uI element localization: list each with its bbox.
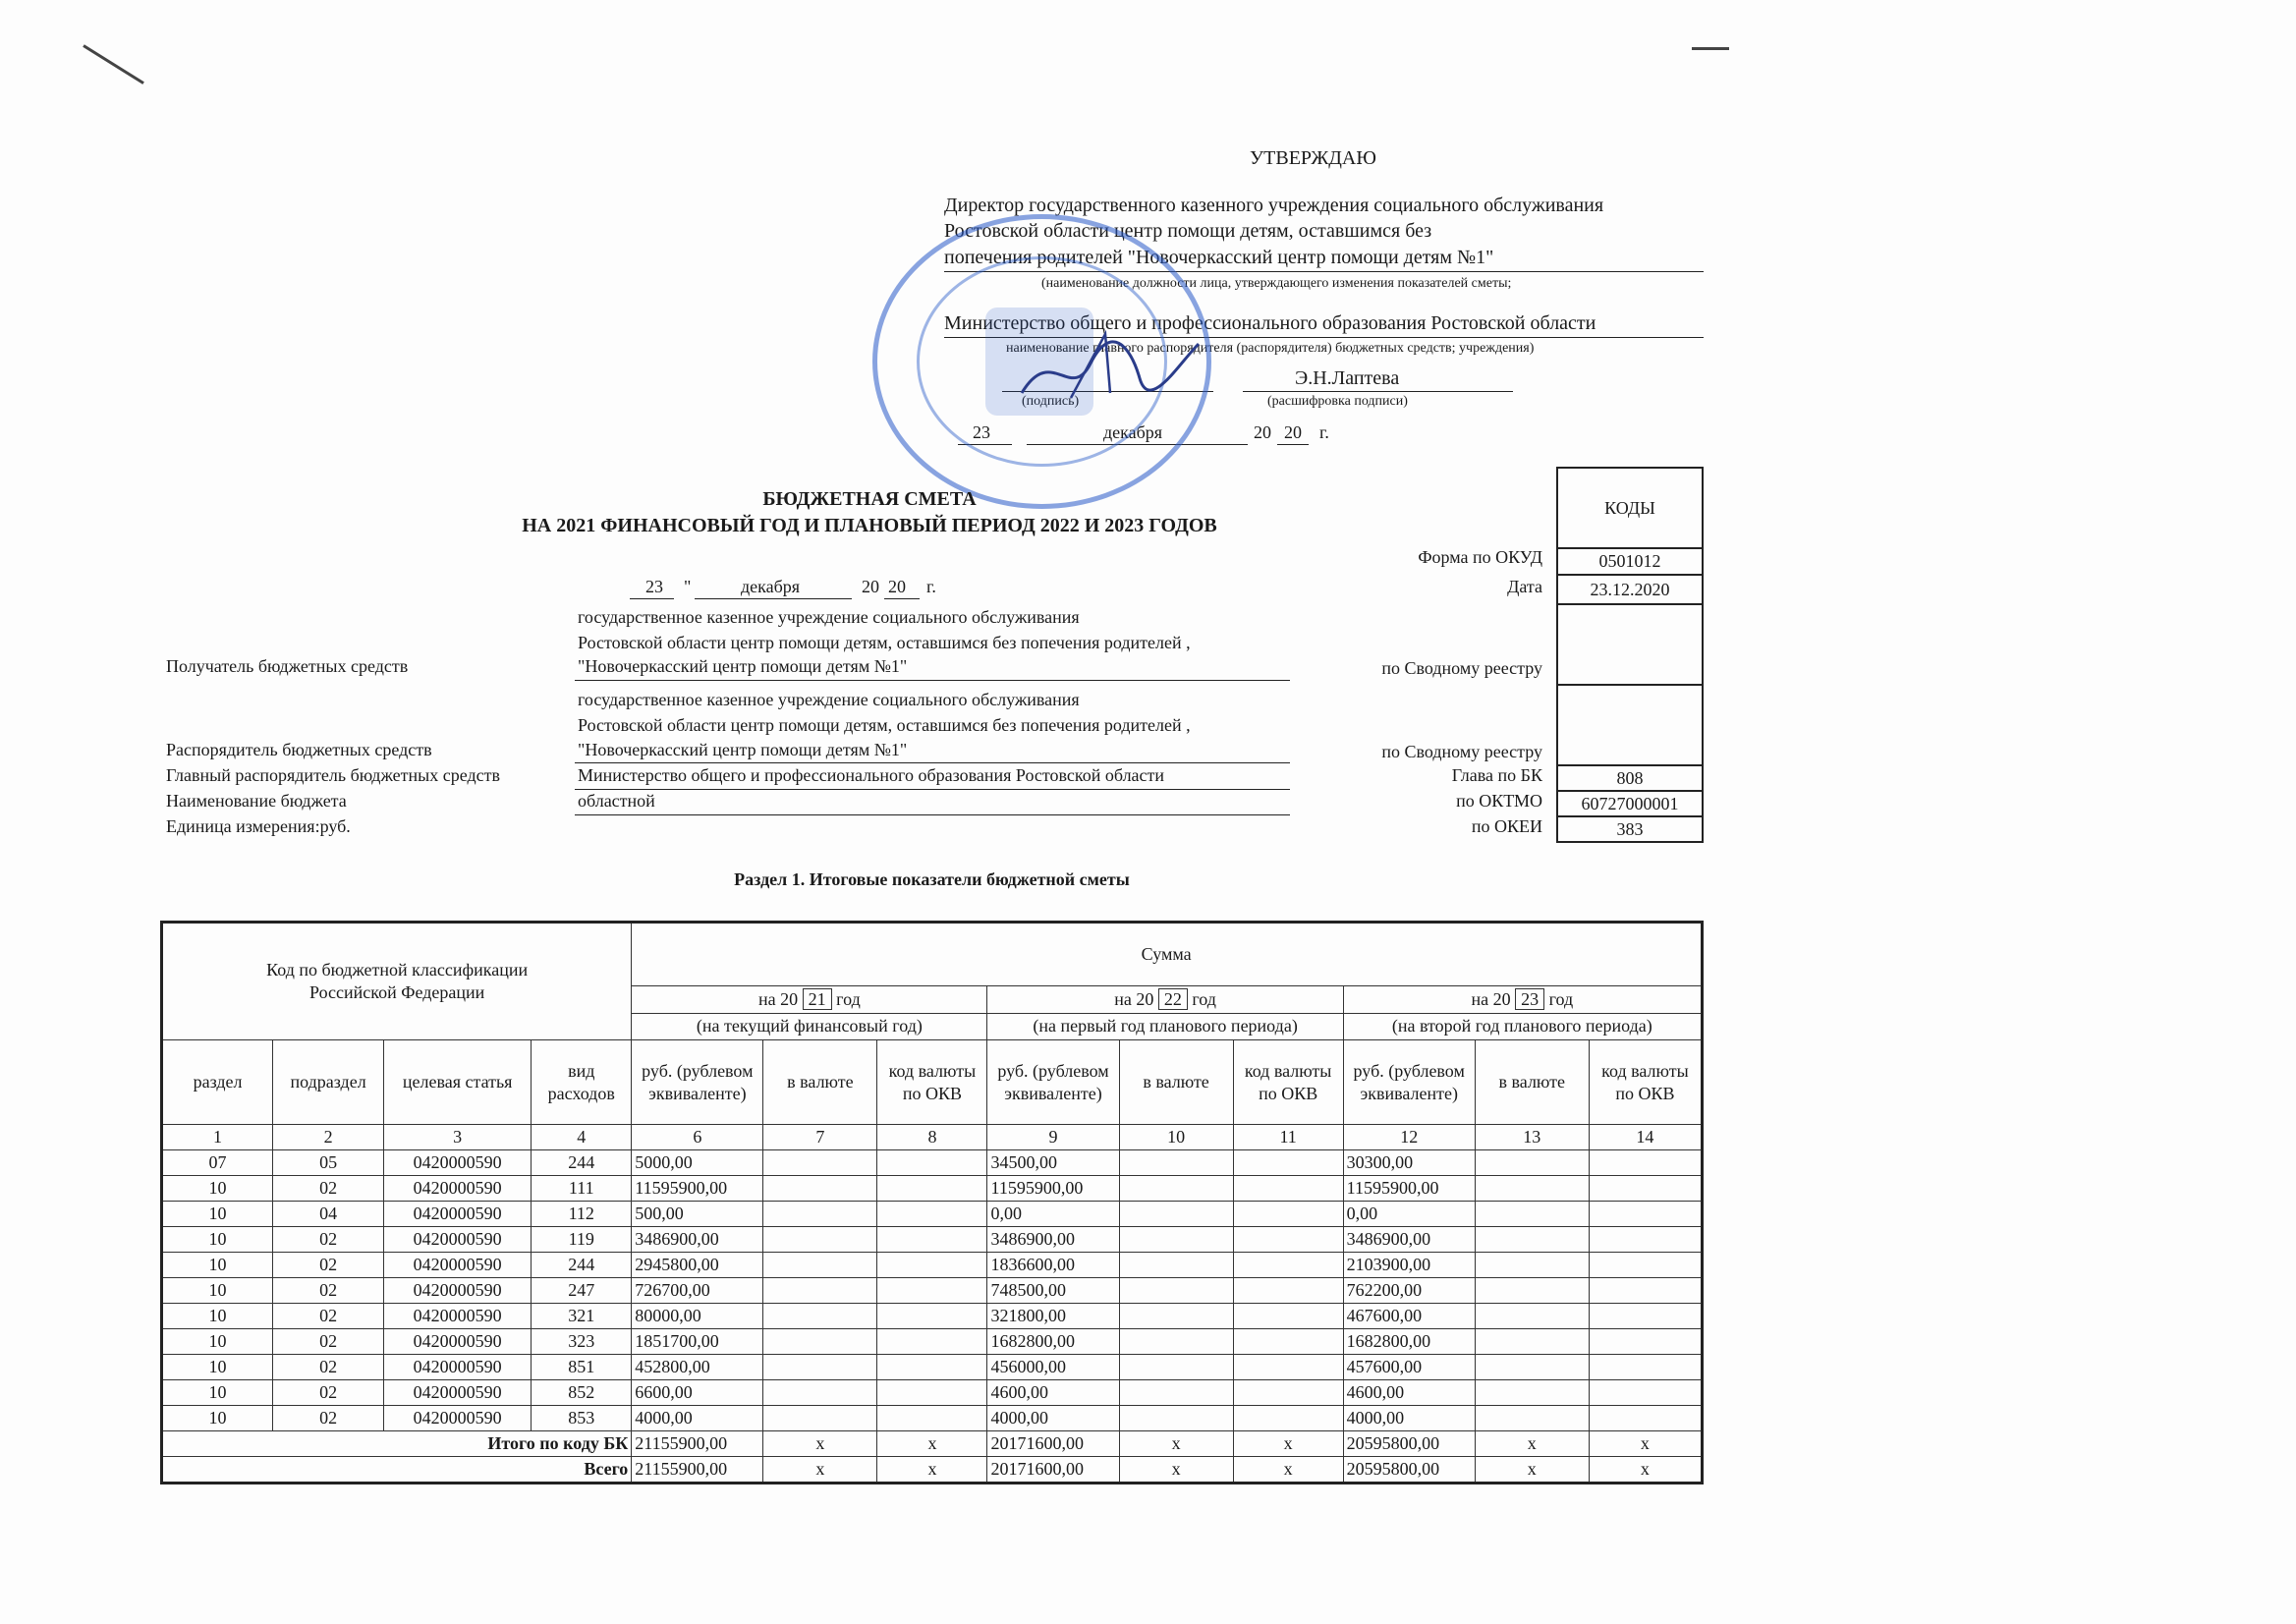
approve-signer-caption: (расшифровка подписи): [1267, 394, 1408, 409]
cell-sum-1: 452800,00: [632, 1355, 763, 1380]
okei-label: по ОКЕИ: [1471, 816, 1542, 836]
cell-vid: 323: [532, 1329, 632, 1355]
cell-celevaya: 0420000590: [384, 1329, 532, 1355]
underline: [575, 814, 1290, 815]
cell-podrazdel: 02: [273, 1227, 384, 1253]
underline: [575, 789, 1290, 790]
cell-okv-1: [877, 1304, 987, 1329]
year1-value: 21: [803, 988, 832, 1010]
col-num: 6: [632, 1125, 763, 1150]
cell-sum-2: 34500,00: [987, 1150, 1119, 1176]
col-val-1: в валюте: [763, 1040, 877, 1125]
cell-podrazdel: 02: [273, 1406, 384, 1431]
cell-okv-3: [1589, 1150, 1702, 1176]
cell-razdel: 10: [162, 1202, 273, 1227]
recipient-line3: "Новочеркасский центр помощи детям №1": [578, 656, 908, 676]
cell-okv-1: [877, 1278, 987, 1304]
scan-mark: [83, 44, 144, 84]
cell-val-2: [1119, 1278, 1233, 1304]
cell-okv-3: [1589, 1202, 1702, 1227]
approve-sign-caption: (подпись): [1022, 394, 1080, 409]
cell-val-2: [1119, 1380, 1233, 1406]
cell-val-3: [1475, 1380, 1589, 1406]
period1-header: (на текущий финансовый год): [632, 1013, 987, 1039]
cell-okv-2: [1233, 1304, 1343, 1329]
svod2-code: [1557, 685, 1703, 765]
svod1-label: по Сводному реестру: [1381, 658, 1542, 678]
table-row: [162, 1150, 1703, 1176]
cell-val-2: [1119, 1329, 1233, 1355]
cell-val-2: [1119, 1406, 1233, 1431]
cell-val-1: [763, 1406, 877, 1431]
col-num: 11: [1233, 1125, 1343, 1150]
signature-icon: [1012, 324, 1208, 413]
col-num: 10: [1119, 1125, 1233, 1150]
glava-code: 808: [1557, 765, 1703, 791]
cell-val-1: [763, 1329, 877, 1355]
col-num: 1: [162, 1125, 273, 1150]
col-num: 2: [273, 1125, 384, 1150]
cell-razdel: 10: [162, 1176, 273, 1202]
approve-position-line3: попечения родителей "Новочеркасский центр помощи детям №1": [944, 247, 1494, 268]
table-row: [162, 1202, 1703, 1227]
cell-okv-2: [1233, 1253, 1343, 1278]
cell-podrazdel: 02: [273, 1253, 384, 1278]
cell-sum-1: 6600,00: [632, 1380, 763, 1406]
table-row: [162, 1355, 1703, 1380]
cell-razdel: 07: [162, 1150, 273, 1176]
x-mark: x: [1233, 1457, 1343, 1484]
approve-year: 20: [1284, 422, 1302, 442]
table-row: [162, 1227, 1703, 1253]
period2-header: (на первый год планового периода): [987, 1013, 1343, 1039]
cell-vid: 851: [532, 1355, 632, 1380]
cell-val-3: [1475, 1227, 1589, 1253]
cell-vid: 112: [532, 1202, 632, 1227]
col-vid: вид расходов: [532, 1040, 632, 1125]
cell-sum-1: 4000,00: [632, 1406, 763, 1431]
cell-okv-1: [877, 1355, 987, 1380]
x-mark: x: [877, 1457, 987, 1484]
cell-sum-3: 0,00: [1343, 1202, 1475, 1227]
period3-header: (на второй год планового периода): [1343, 1013, 1702, 1039]
col-celevaya: целевая статья: [384, 1040, 532, 1125]
cell-okv-1: [877, 1150, 987, 1176]
cell-val-1: [763, 1380, 877, 1406]
cell-sum-2: 4000,00: [987, 1406, 1119, 1431]
cell-okv-3: [1589, 1227, 1702, 1253]
cell-val-3: [1475, 1406, 1589, 1431]
x-mark: x: [1589, 1431, 1702, 1457]
col-rub-3: руб. (рублевом эквиваленте): [1343, 1040, 1475, 1125]
cell-okv-1: [877, 1227, 987, 1253]
cell-podrazdel: 02: [273, 1380, 384, 1406]
cell-vid: 244: [532, 1253, 632, 1278]
recipient-line2: Ростовской области центр помощи детям, оставшимся без попечения родителей ,: [578, 633, 1191, 652]
cell-vid: 852: [532, 1380, 632, 1406]
cell-podrazdel: 05: [273, 1150, 384, 1176]
approve-day: 23: [973, 422, 990, 442]
cell-sum-1: 1851700,00: [632, 1329, 763, 1355]
oktmo-code: 60727000001: [1557, 791, 1703, 816]
cell-val-1: [763, 1202, 877, 1227]
x-mark: x: [763, 1431, 877, 1457]
cell-val-2: [1119, 1176, 1233, 1202]
cell-val-1: [763, 1227, 877, 1253]
table-row: [162, 1253, 1703, 1278]
svod2-label: по Сводному реестру: [1381, 742, 1542, 761]
cell-val-3: [1475, 1329, 1589, 1355]
cell-okv-3: [1589, 1278, 1702, 1304]
table-body: [162, 1150, 1703, 1431]
cell-okv-2: [1233, 1227, 1343, 1253]
col-rub-2: руб. (рублевом эквиваленте): [987, 1040, 1119, 1125]
cell-val-1: [763, 1278, 877, 1304]
col-num: 7: [763, 1125, 877, 1150]
okei-code: 383: [1557, 816, 1703, 842]
cell-podrazdel: 02: [273, 1304, 384, 1329]
total-3: 20595800,00: [1343, 1457, 1475, 1484]
total-bk-label: Итого по коду БК: [162, 1431, 632, 1457]
date-label: Дата: [1507, 577, 1542, 596]
cell-okv-2: [1233, 1176, 1343, 1202]
scan-mark: [1692, 47, 1729, 50]
cell-okv-2: [1233, 1406, 1343, 1431]
cell-razdel: 10: [162, 1278, 273, 1304]
cell-sum-2: 11595900,00: [987, 1176, 1119, 1202]
cell-okv-3: [1589, 1406, 1702, 1431]
cell-sum-3: 457600,00: [1343, 1355, 1475, 1380]
col-okv-2: код валюты по ОКВ: [1233, 1040, 1343, 1125]
cell-val-1: [763, 1355, 877, 1380]
distributor-line2: Ростовской области центр помощи детям, оставшимся без попечения родителей ,: [578, 715, 1191, 735]
underline: [575, 680, 1290, 681]
okud-label: Форма по ОКУД: [1418, 547, 1542, 567]
doc-title-line1: БЮДЖЕТНАЯ СМЕТА: [762, 488, 977, 510]
cell-celevaya: 0420000590: [384, 1227, 532, 1253]
cell-sum-3: 467600,00: [1343, 1304, 1475, 1329]
cell-sum-3: 4600,00: [1343, 1380, 1475, 1406]
cell-val-2: [1119, 1253, 1233, 1278]
cell-sum-2: 0,00: [987, 1202, 1119, 1227]
cell-val-1: [763, 1150, 877, 1176]
cell-celevaya: 0420000590: [384, 1355, 532, 1380]
cell-okv-2: [1233, 1150, 1343, 1176]
cell-vid: 244: [532, 1150, 632, 1176]
cell-sum-2: 4600,00: [987, 1380, 1119, 1406]
underline: [1277, 444, 1309, 445]
cell-val-3: [1475, 1150, 1589, 1176]
main-distributor-value: Министерство общего и профессионального образования Ростовской области: [578, 765, 1165, 785]
cell-razdel: 10: [162, 1355, 273, 1380]
cell-okv-1: [877, 1329, 987, 1355]
x-mark: x: [1589, 1457, 1702, 1484]
oktmo-label: по ОКТМО: [1456, 791, 1542, 811]
total-bk-2: 20171600,00: [987, 1431, 1119, 1457]
signer-line: [1243, 391, 1513, 392]
cell-val-3: [1475, 1253, 1589, 1278]
total-label: Всего: [162, 1457, 632, 1484]
table-row: [162, 1176, 1703, 1202]
cell-okv-3: [1589, 1304, 1702, 1329]
date-code: 23.12.2020: [1557, 575, 1703, 604]
cell-vid: 111: [532, 1176, 632, 1202]
cell-razdel: 10: [162, 1227, 273, 1253]
cell-sum-1: 80000,00: [632, 1304, 763, 1329]
col-num: 8: [877, 1125, 987, 1150]
x-mark: x: [1119, 1457, 1233, 1484]
x-mark: x: [1475, 1457, 1589, 1484]
table-row: [162, 1278, 1703, 1304]
codes-header: КОДЫ: [1557, 468, 1703, 548]
total-bk-row: [162, 1431, 1703, 1457]
approve-ministry: Министерство общего и профессионального образования Ростовской области: [944, 312, 1596, 334]
cell-sum-3: 2103900,00: [1343, 1253, 1475, 1278]
doc-month: декабря: [741, 577, 801, 596]
cell-okv-2: [1233, 1278, 1343, 1304]
kbk-header: [162, 923, 632, 1040]
cell-val-3: [1475, 1355, 1589, 1380]
cell-val-2: [1119, 1304, 1233, 1329]
col-num: 14: [1589, 1125, 1702, 1150]
cell-okv-2: [1233, 1202, 1343, 1227]
column-numbers-row: [162, 1125, 1703, 1150]
col-num: 12: [1343, 1125, 1475, 1150]
cell-sum-2: 748500,00: [987, 1278, 1119, 1304]
x-mark: x: [763, 1457, 877, 1484]
underline: [630, 598, 674, 599]
cell-vid: 247: [532, 1278, 632, 1304]
cell-val-2: [1119, 1355, 1233, 1380]
cell-okv-3: [1589, 1253, 1702, 1278]
cell-sum-2: 1836600,00: [987, 1253, 1119, 1278]
cell-celevaya: 0420000590: [384, 1253, 532, 1278]
codes-table: [1556, 467, 1704, 843]
cell-okv-1: [877, 1380, 987, 1406]
cell-okv-2: [1233, 1355, 1343, 1380]
cell-sum-1: 11595900,00: [632, 1176, 763, 1202]
approve-year-suffix: г.: [1319, 422, 1329, 442]
kbk-header-line1: Код по бюджетной классификации: [266, 960, 529, 980]
cell-sum-2: 456000,00: [987, 1355, 1119, 1380]
cell-sum-3: 11595900,00: [1343, 1176, 1475, 1202]
cell-celevaya: 0420000590: [384, 1176, 532, 1202]
x-mark: x: [877, 1431, 987, 1457]
cell-val-1: [763, 1176, 877, 1202]
cell-sum-1: 726700,00: [632, 1278, 763, 1304]
cell-celevaya: 0420000590: [384, 1380, 532, 1406]
total-1: 21155900,00: [632, 1457, 763, 1484]
col-okv-3: код валюты по ОКВ: [1589, 1040, 1702, 1125]
year1-header: на 20 21 год: [632, 986, 987, 1013]
underline: [884, 598, 920, 599]
table-row: [162, 1329, 1703, 1355]
cell-celevaya: 0420000590: [384, 1278, 532, 1304]
section-title: Раздел 1. Итоговые показатели бюджетной сметы: [734, 869, 1130, 889]
doc-day: 23: [645, 577, 663, 596]
table-row: [162, 1406, 1703, 1431]
total-row: [162, 1457, 1703, 1484]
cell-sum-2: 3486900,00: [987, 1227, 1119, 1253]
glava-label: Глава по БК: [1451, 765, 1542, 785]
cell-okv-1: [877, 1176, 987, 1202]
year3-header: на 20 23 год: [1343, 986, 1702, 1013]
cell-vid: 119: [532, 1227, 632, 1253]
total-2: 20171600,00: [987, 1457, 1119, 1484]
cell-val-1: [763, 1253, 877, 1278]
doc-year-suffix: г.: [926, 577, 936, 596]
cell-sum-1: 2945800,00: [632, 1253, 763, 1278]
x-mark: x: [1233, 1431, 1343, 1457]
budget-value: областной: [578, 791, 655, 811]
approve-position-line2: Ростовской области центр помощи детям, оставшимся без: [944, 220, 1432, 242]
cell-razdel: 10: [162, 1304, 273, 1329]
cell-sum-1: 500,00: [632, 1202, 763, 1227]
cell-okv-1: [877, 1253, 987, 1278]
approve-ministry-caption: наименование главного распорядителя (распорядителя) бюджетных средств; учреждения): [1006, 341, 1535, 356]
col-num: 9: [987, 1125, 1119, 1150]
cell-podrazdel: 04: [273, 1202, 384, 1227]
cell-vid: 853: [532, 1406, 632, 1431]
cell-celevaya: 0420000590: [384, 1304, 532, 1329]
cell-val-2: [1119, 1150, 1233, 1176]
total-bk-1: 21155900,00: [632, 1431, 763, 1457]
cell-razdel: 10: [162, 1329, 273, 1355]
x-mark: x: [1119, 1431, 1233, 1457]
cell-sum-3: 30300,00: [1343, 1150, 1475, 1176]
col-razdel: раздел: [162, 1040, 273, 1125]
year3-value: 23: [1515, 988, 1544, 1010]
underline: [695, 598, 852, 599]
table-row: [162, 1380, 1703, 1406]
cell-razdel: 10: [162, 1253, 273, 1278]
cell-sum-3: 4000,00: [1343, 1406, 1475, 1431]
distributor-label: Распорядитель бюджетных средств: [166, 740, 432, 759]
sum-header: Сумма: [632, 923, 1703, 986]
budget-label: Наименование бюджета: [166, 791, 347, 811]
col-rub-1: руб. (рублевом эквиваленте): [632, 1040, 763, 1125]
approve-position-line1: Директор государственного казенного учреждения социального обслуживания: [944, 195, 1604, 216]
approve-signer: Э.Н.Лаптева: [1295, 367, 1400, 389]
distributor-line3: "Новочеркасский центр помощи детям №1": [578, 740, 908, 759]
table-row: [162, 1304, 1703, 1329]
cell-val-1: [763, 1304, 877, 1329]
cell-okv-3: [1589, 1380, 1702, 1406]
cell-val-3: [1475, 1176, 1589, 1202]
distributor-line1: государственное казенное учреждение социального обслуживания: [578, 690, 1080, 709]
x-mark: x: [1475, 1431, 1589, 1457]
cell-vid: 321: [532, 1304, 632, 1329]
cell-razdel: 10: [162, 1380, 273, 1406]
cell-sum-3: 3486900,00: [1343, 1227, 1475, 1253]
recipient-label: Получатель бюджетных средств: [166, 656, 409, 676]
cell-val-3: [1475, 1278, 1589, 1304]
approve-year-prefix: 20: [1254, 422, 1271, 442]
cell-sum-3: 1682800,00: [1343, 1329, 1475, 1355]
col-num: 4: [532, 1125, 632, 1150]
cell-podrazdel: 02: [273, 1329, 384, 1355]
col-podrazdel: подраздел: [273, 1040, 384, 1125]
cell-okv-3: [1589, 1176, 1702, 1202]
cell-okv-1: [877, 1202, 987, 1227]
recipient-line1: государственное казенное учреждение социального обслуживания: [578, 607, 1080, 627]
okud-code: 0501012: [1557, 548, 1703, 575]
cell-val-3: [1475, 1202, 1589, 1227]
doc-date-quote: ": [684, 577, 692, 596]
cell-podrazdel: 02: [273, 1278, 384, 1304]
cell-okv-2: [1233, 1329, 1343, 1355]
cell-podrazdel: 02: [273, 1176, 384, 1202]
kbk-header-line2: Российской Федерации: [309, 982, 485, 1002]
unit-label: Единица измерения:руб.: [166, 816, 351, 836]
cell-celevaya: 0420000590: [384, 1202, 532, 1227]
cell-razdel: 10: [162, 1406, 273, 1431]
svod1-code: [1557, 604, 1703, 685]
doc-year-prefix: 20: [862, 577, 879, 596]
cell-sum-2: 321800,00: [987, 1304, 1119, 1329]
cell-sum-3: 762200,00: [1343, 1278, 1475, 1304]
doc-title-line2: НА 2021 ФИНАНСОВЫЙ ГОД И ПЛАНОВЫЙ ПЕРИОД 2022 И 2023 ГОДОВ: [522, 515, 1217, 536]
main-distributor-label: Главный распорядитель бюджетных средств: [166, 765, 500, 785]
col-num: 3: [384, 1125, 532, 1150]
underline: [575, 762, 1290, 763]
cell-val-3: [1475, 1304, 1589, 1329]
budget-table: [160, 921, 1704, 1484]
doc-year: 20: [888, 577, 906, 596]
cell-okv-3: [1589, 1355, 1702, 1380]
cell-celevaya: 0420000590: [384, 1150, 532, 1176]
year2-header: на 20 22 год: [987, 986, 1343, 1013]
cell-okv-1: [877, 1406, 987, 1431]
cell-sum-1: 3486900,00: [632, 1227, 763, 1253]
col-val-3: в валюте: [1475, 1040, 1589, 1125]
cell-sum-2: 1682800,00: [987, 1329, 1119, 1355]
cell-okv-3: [1589, 1329, 1702, 1355]
col-val-2: в валюте: [1119, 1040, 1233, 1125]
approve-month: декабря: [1103, 422, 1163, 442]
total-bk-3: 20595800,00: [1343, 1431, 1475, 1457]
col-okv-1: код валюты по ОКВ: [877, 1040, 987, 1125]
cell-podrazdel: 02: [273, 1355, 384, 1380]
year2-value: 22: [1158, 988, 1188, 1010]
cell-celevaya: 0420000590: [384, 1406, 532, 1431]
approve-position-caption: (наименование должности лица, утверждающего изменения показателей сметы;: [1041, 276, 1512, 291]
cell-sum-1: 5000,00: [632, 1150, 763, 1176]
approve-title: УТВЕРЖДАЮ: [1250, 147, 1376, 169]
cell-val-2: [1119, 1227, 1233, 1253]
cell-okv-2: [1233, 1380, 1343, 1406]
cell-val-2: [1119, 1202, 1233, 1227]
col-num: 13: [1475, 1125, 1589, 1150]
